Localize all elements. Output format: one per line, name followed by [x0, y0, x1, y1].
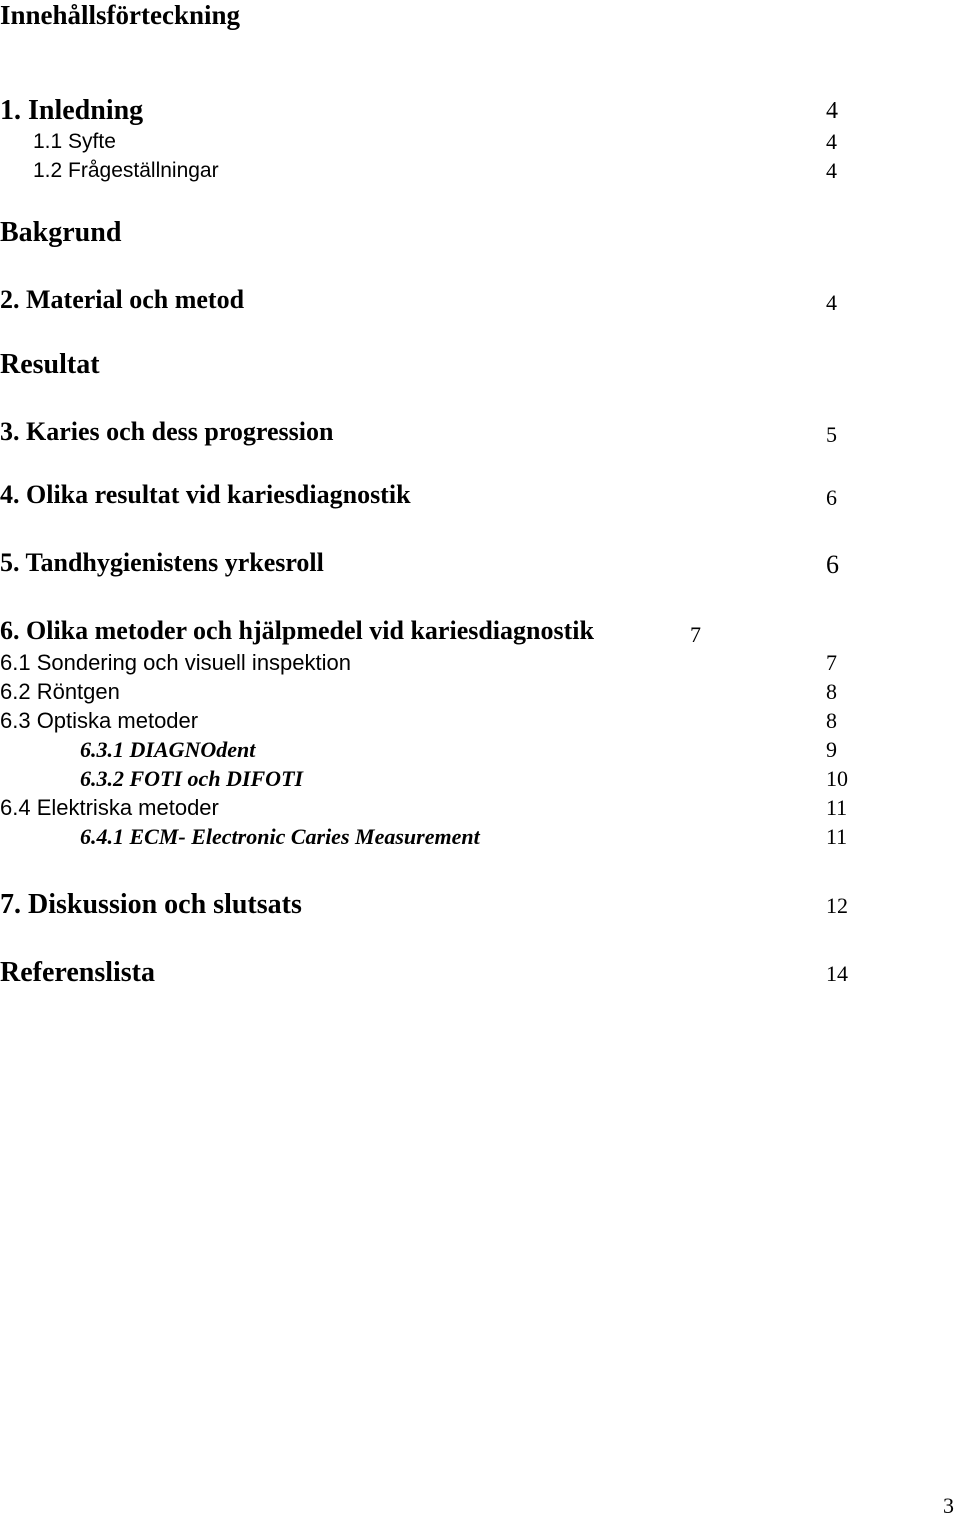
toc-page-foti-difoti: 10 — [826, 766, 848, 791]
toc-page-karies: 5 — [826, 422, 837, 447]
toc-entry-diskussion: 7. Diskussion och slutsats — [0, 889, 302, 920]
toc-page-tandhygienistens-yrkesroll: 6 — [826, 550, 839, 579]
toc-entry-karies: 3. Karies och dess progression — [0, 417, 334, 446]
toc-page-inledning: 4 — [826, 98, 838, 124]
toc-page-olika-resultat: 6 — [826, 485, 837, 510]
toc-entry-olika-metoder: 6. Olika metoder och hjälpmedel vid kariesdiagnostik — [0, 616, 594, 645]
toc-entry-syfte: 1.1 Syfte — [33, 130, 116, 153]
toc-entry-optiska-metoder: 6.3 Optiska metoder — [0, 708, 199, 733]
toc-page-ecm: 11 — [826, 824, 848, 849]
toc-entry-tandhygienistens-yrkesroll: 5. Tandhygienistens yrkesroll — [0, 548, 324, 577]
toc-entry-olika-resultat: 4. Olika resultat vid kariesdiagnostik — [0, 480, 411, 509]
toc-page-elektriska-metoder: 11 — [826, 795, 848, 820]
toc-page-sondering: 7 — [826, 650, 837, 675]
toc-page-syfte: 4 — [826, 129, 837, 154]
toc-section-bakgrund: Bakgrund — [0, 217, 122, 248]
toc-entry-diagnodent: 6.3.1 DIAGNOdent — [80, 737, 256, 762]
toc-entry-referenslista: Referenslista — [0, 957, 155, 988]
toc-page-optiska-metoder: 8 — [826, 708, 837, 733]
toc-entry-foti-difoti: 6.3.2 FOTI och DIFOTI — [80, 766, 304, 791]
toc-entry-inledning: 1. Inledning — [0, 95, 144, 126]
page-number: 3 — [943, 1493, 954, 1518]
toc-entry-fragestallningar: 1.2 Frågeställningar — [33, 159, 219, 182]
toc-page-fragestallningar: 4 — [826, 158, 837, 183]
toc-entry-ecm: 6.4.1 ECM- Electronic Caries Measurement — [80, 824, 480, 849]
toc-entry-sondering: 6.1 Sondering och visuell inspektion — [0, 650, 352, 675]
toc-section-resultat: Resultat — [0, 349, 100, 380]
page-title: Innehållsförteckning — [0, 0, 241, 30]
toc-page-diagnodent: 9 — [826, 737, 837, 762]
toc-page-olika-metoder: 7 — [690, 622, 701, 647]
toc-page-referenslista: 14 — [826, 961, 848, 986]
toc-entry-material-och-metod: 2. Material och metod — [0, 285, 245, 314]
toc-entry-rontgen: 6.2 Röntgen — [0, 679, 120, 704]
toc-page-diskussion: 12 — [826, 893, 848, 918]
toc-page-material-och-metod: 4 — [826, 290, 837, 315]
toc-page-rontgen: 8 — [826, 679, 837, 704]
toc-entry-elektriska-metoder: 6.4 Elektriska metoder — [0, 795, 219, 820]
